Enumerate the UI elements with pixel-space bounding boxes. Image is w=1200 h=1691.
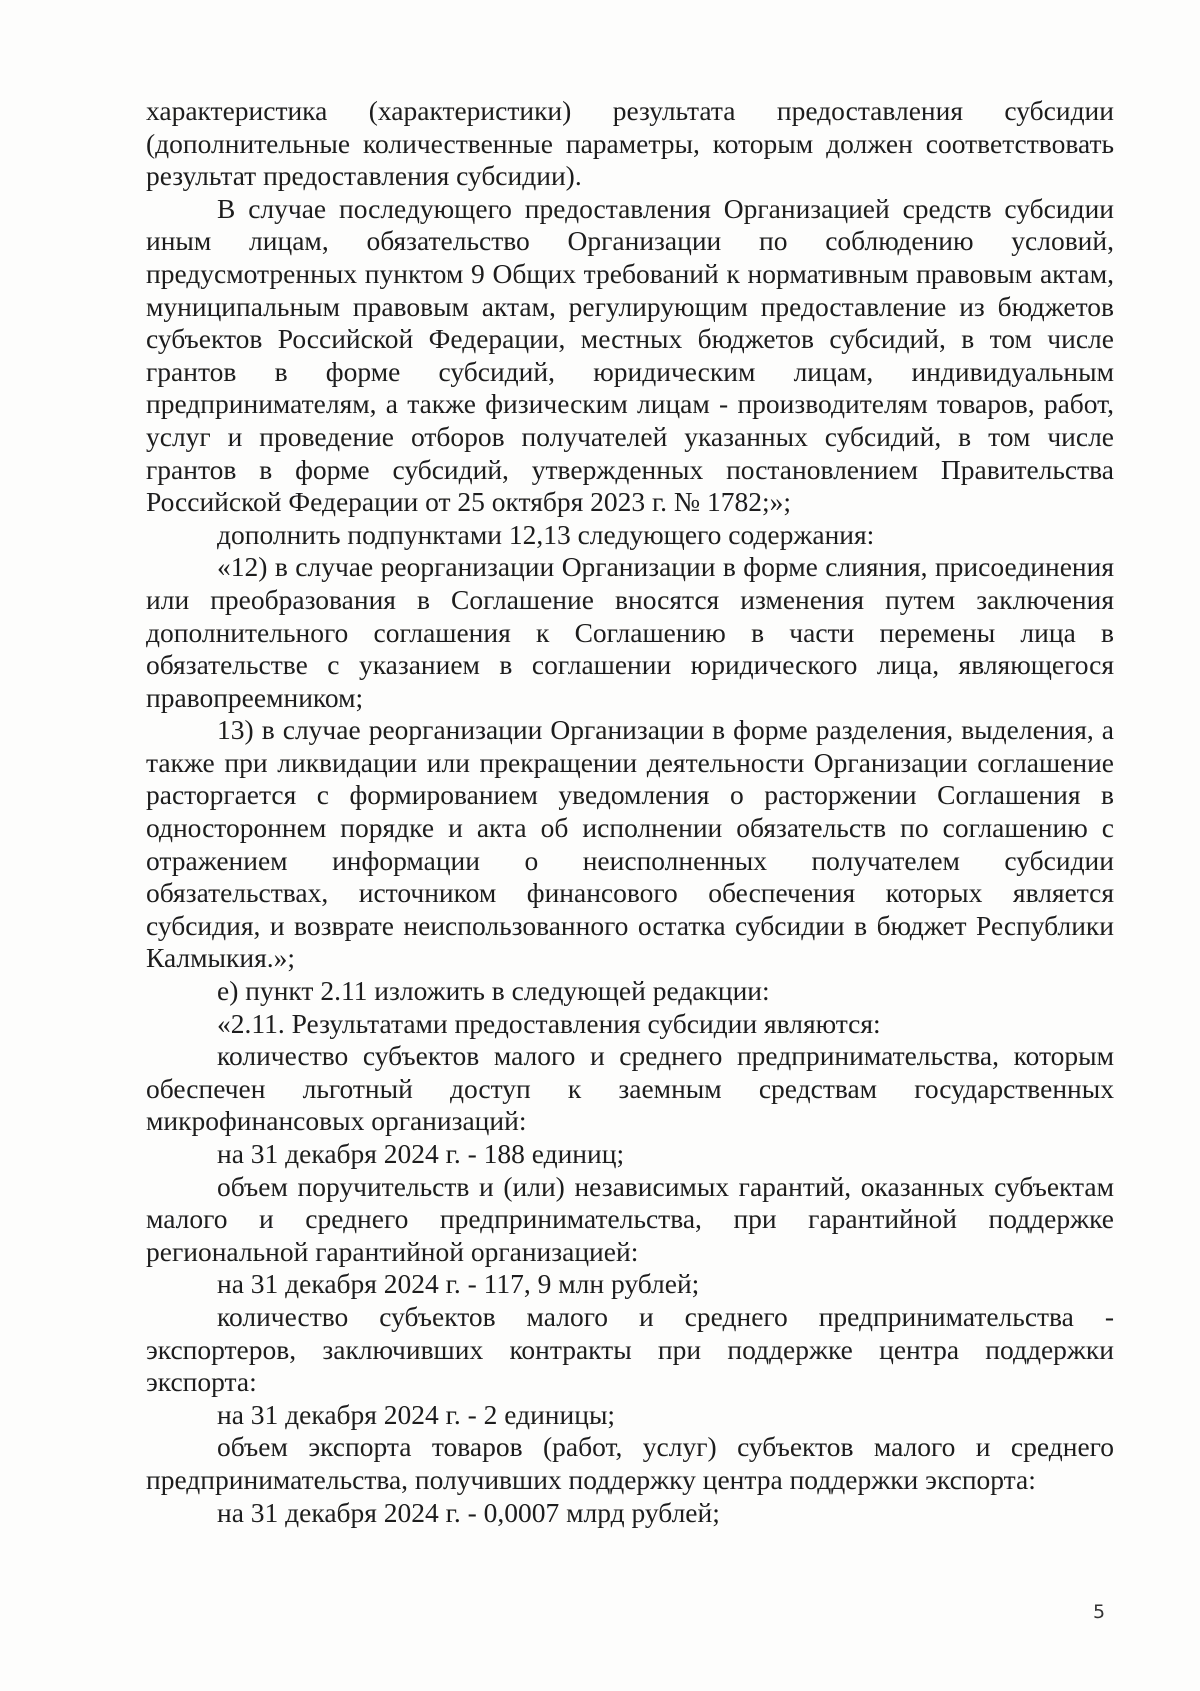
paragraph-result-microfinance: количество субъектов малого и среднего предпринимательства, которым обеспечен льготный доступ к заемным средствам государственных микрофинансовых организаций: <box>146 1040 1114 1137</box>
paragraph-result-export-volume: объем экспорта товаров (работ, услуг) субъектов малого и среднего предпринимательства, получивших поддержку центра поддержки экспорта: <box>146 1431 1114 1495</box>
paragraph-result-value-2: на 31 декабря 2024 г. - 117, 9 млн рублей; <box>217 1268 700 1300</box>
paragraph-amend-2-11: е) пункт 2.11 изложить в следующей редакции: <box>217 975 770 1007</box>
paragraph-continuation: характеристика (характеристики) результата предоставления субсидии (дополнительные количественные параметры, которым должен соответствовать результат предоставления субсидии). <box>146 95 1114 192</box>
paragraph-item-13: 13) в случае реорганизации Организации в форме разделения, выделения, а также при ликвидации или прекращении деятельности Организации соглашение расторгается с формированием уведомления о расторжении Соглашения в одностороннем порядке и акта об исполнении обязательств по соглашению с отражением информации о неисполненных получателем субсидии обязательствах, источником финансового обеспечения которых является субсидия, и возврате неиспользованного остатка субсидии в бюджет Республики Калмыкия.»; <box>146 714 1114 974</box>
paragraph-amend-subitems: дополнить подпунктами 12,13 следующего содержания: <box>217 518 875 550</box>
paragraph-results-heading: «2.11. Результатами предоставления субсидии являются: <box>217 1007 881 1039</box>
document-body <box>146 95 1114 1529</box>
paragraph-item-12: «12) в случае реорганизации Организации в форме слияния, присоединения или преобразования в Соглашение вносятся изменения путем заключения дополнительного соглашения к Соглашению в части перемены лица в обязательстве с указанием в соглашении юридического лица, являющегося правопреемником; <box>146 551 1114 713</box>
paragraph-subsidy-transfer: В случае последующего предоставления Организацией средств субсидии иным лицам, обязательство Организации по соблюдению условий, предусмотренных пунктом 9 Общих требований к нормативным правовым актам, муниципальным правовым актам, регулирующим предоставление из бюджетов субъектов Российской Федерации, местных бюджетов субсидий, в том числе грантов в форме субсидий, юридическим лицам, индивидуальным предпринимателям, а также физическим лицам - производителям товаров, работ, услуг и проведение отборов получателей указанных субсидий, в том числе грантов в форме субсидий, утвержденных постановлением Правительства Российской Федерации от 25 октября 2023 г. № 1782;»; <box>146 192 1114 518</box>
paragraph-result-value-3: на 31 декабря 2024 г. - 2 единицы; <box>217 1398 616 1430</box>
paragraph-result-value-1: на 31 декабря 2024 г. - 188 единиц; <box>217 1138 625 1169</box>
paragraph-result-guarantees: объем поручительств и (или) независимых гарантий, оказанных субъектам малого и среднего предпринимательства, при гарантийной поддержке региональной гарантийной организацией: <box>146 1170 1114 1267</box>
paragraph-result-value-4: на 31 декабря 2024 г. - 0,0007 млрд рублей; <box>217 1496 720 1528</box>
page-number: 5 <box>1093 1601 1106 1623</box>
paragraph-result-exporters: количество субъектов малого и среднего предпринимательства - экспортеров, заключивших контракты при поддержке центра поддержки экспорта: <box>146 1300 1114 1398</box>
